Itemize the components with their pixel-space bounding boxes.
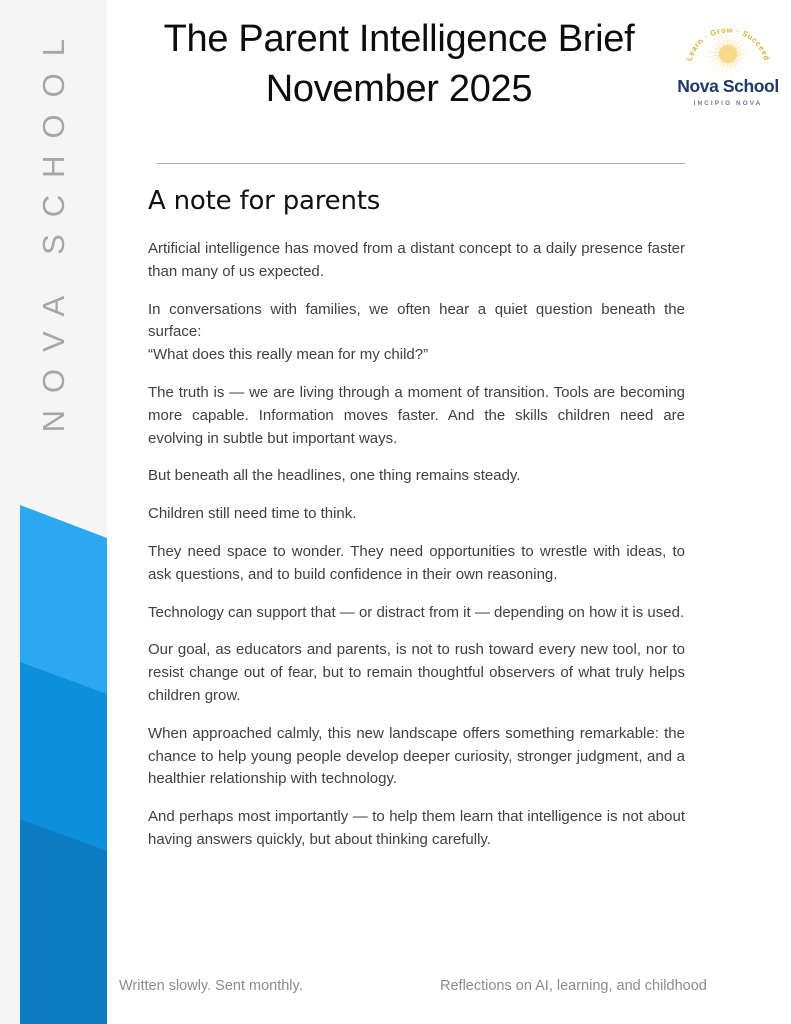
body-paragraph: When approached calmly, this new landscape offers something remarkable: the chance to help young people develop deeper curiosity, stronger judgment, and a healthier relationship with technology. (148, 724, 685, 788)
body-paragraph: Our goal, as educators and parents, is not to rush toward every new tool, nor to resist change out of fear, but to remain thoughtful observers of what truly helps children grow. (148, 641, 685, 704)
sidebar-vertical-brand-label (0, 0, 107, 1024)
document-header (107, 0, 791, 140)
header-divider (157, 163, 685, 164)
logo-tagline: INCIPIO NOVA (693, 99, 763, 107)
left-sidebar (0, 0, 107, 1024)
sidebar-brand-text: NOVA SCHOOL (35, 22, 71, 433)
body-paragraph: The truth is — we are living through a moment of transition. Tools are becoming more capable. Information moves faster. And the skills children need are evolving in subtle but important ways. (148, 383, 685, 447)
sunburst-icon (673, 8, 783, 80)
logo-wordmark: Nova School (677, 76, 779, 96)
document-footer (107, 978, 791, 1000)
paragraph-list (148, 238, 685, 852)
page-title (107, 14, 691, 114)
body-paragraph: They need space to wonder. They need opportunities to wrestle with ideas, to ask questions, and to build confidence in their own reasoning. (148, 542, 685, 583)
section-heading: A note for parents (148, 186, 381, 216)
body-paragraph: In conversations with families, we often hear a quiet question beneath the surface: “What does this really mean for my child?” (148, 300, 685, 364)
body-paragraph: And perhaps most importantly — to help them learn that intelligence is not about having answers quickly, but about thinking carefully. (148, 808, 685, 848)
logo-arc-textpath: Learn · Grow · Succeed (684, 25, 772, 62)
document-content (107, 0, 791, 1024)
body-paragraph: Technology can support that — or distract from it — depending on how it is used. (148, 603, 685, 621)
page-title-line-1: The Parent Intelligence Brief (163, 18, 635, 60)
body-paragraph: But beneath all the headlines, one thing remains steady. (148, 467, 521, 485)
body-paragraph: Artificial intelligence has moved from a distant concept to a daily presence faster than many of us expected. (148, 240, 685, 280)
body-paragraph: Children still need time to think. (148, 505, 357, 523)
footer-right-text: Reflections on AI, learning, and childhood (440, 978, 707, 994)
nova-school-logo (673, 8, 783, 116)
body-area (148, 186, 685, 852)
footer-left-text: Written slowly. Sent monthly. (119, 978, 303, 994)
page-title-line-2: November 2025 (265, 68, 533, 111)
sunburst-core (719, 45, 737, 63)
